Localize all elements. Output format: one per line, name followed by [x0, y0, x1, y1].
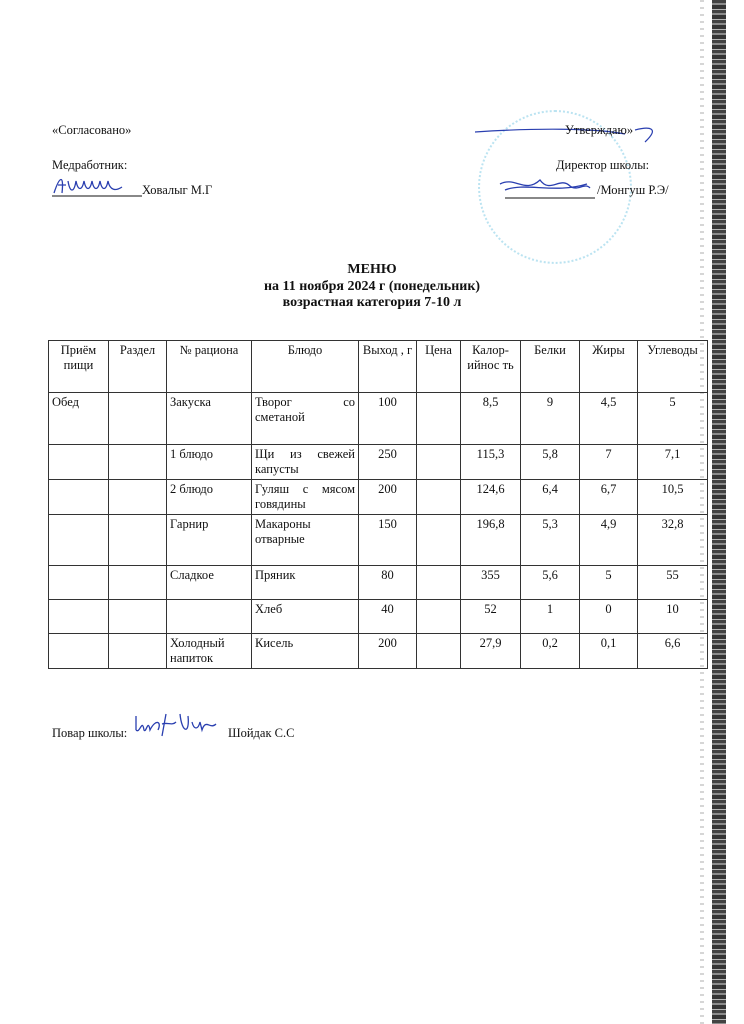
menu-age-category: возрастная категория 7-10 л [282, 295, 462, 310]
cell-yield: 200 [359, 480, 417, 515]
cell-carbs: 5 [638, 393, 708, 445]
table-header-row [49, 341, 708, 393]
cell-price [417, 566, 461, 600]
cell-price [417, 515, 461, 566]
cell-dish: Хлеб [252, 600, 359, 634]
cell-ration: Сладкое [167, 566, 252, 600]
col-header-kcal: Калор-ийнос ть [461, 341, 521, 393]
cell-section [109, 634, 167, 669]
cell-fat: 6,7 [580, 480, 638, 515]
cell-meal [49, 634, 109, 669]
cell-carbs: 10 [638, 600, 708, 634]
cell-meal [49, 600, 109, 634]
cell-ration: 2 блюдо [167, 480, 252, 515]
cell-kcal: 355 [461, 566, 521, 600]
cell-dish: Кисель [252, 634, 359, 669]
cell-protein: 5,8 [521, 445, 580, 480]
cell-section [109, 566, 167, 600]
cell-fat: 5 [580, 566, 638, 600]
cook-label: Повар школы: [52, 726, 128, 740]
cell-kcal: 8,5 [461, 393, 521, 445]
table-row [49, 393, 708, 445]
cell-ration [167, 600, 252, 634]
cell-carbs: 6,6 [638, 634, 708, 669]
col-header-carbs: Углеводы [638, 341, 708, 393]
cell-fat: 0 [580, 600, 638, 634]
cell-ration: Гарнир [167, 515, 252, 566]
cell-kcal: 124,6 [461, 480, 521, 515]
cell-protein: 0,2 [521, 634, 580, 669]
cell-dish: Пряник [252, 566, 359, 600]
cell-meal [49, 445, 109, 480]
cell-fat: 7 [580, 445, 638, 480]
cell-yield: 80 [359, 566, 417, 600]
cell-carbs: 55 [638, 566, 708, 600]
table-row [49, 566, 708, 600]
cell-yield: 200 [359, 634, 417, 669]
cell-price [417, 445, 461, 480]
cell-carbs: 10,5 [638, 480, 708, 515]
col-header-dish: Блюдо [252, 341, 359, 393]
cell-price [417, 393, 461, 445]
cell-fat: 4,5 [580, 393, 638, 445]
cell-yield: 250 [359, 445, 417, 480]
cook-signature [132, 708, 222, 742]
medic-signature [52, 173, 142, 199]
cell-price [417, 600, 461, 634]
scan-edge [712, 0, 726, 1024]
director-name: /Монгуш Р.Э/ [597, 183, 669, 197]
cell-meal: Обед [49, 393, 109, 445]
col-header-protein: Белки [521, 341, 580, 393]
cell-section [109, 600, 167, 634]
cell-ration: 1 блюдо [167, 445, 252, 480]
table-row [49, 600, 708, 634]
menu-title: МЕНЮ [347, 262, 397, 277]
cell-kcal: 27,9 [461, 634, 521, 669]
cell-protein: 5,3 [521, 515, 580, 566]
cell-ration: Холодный напиток [167, 634, 252, 669]
cell-meal [49, 566, 109, 600]
table-row [49, 634, 708, 669]
cell-carbs: 7,1 [638, 445, 708, 480]
cell-yield: 40 [359, 600, 417, 634]
cell-protein: 6,4 [521, 480, 580, 515]
cell-dish: Щи из свежей капусты [252, 445, 359, 480]
cell-kcal: 115,3 [461, 445, 521, 480]
cell-kcal: 196,8 [461, 515, 521, 566]
medic-role: Медработник: [52, 158, 128, 172]
table-row [49, 515, 708, 566]
cell-protein: 5,6 [521, 566, 580, 600]
menu-table [48, 340, 708, 669]
col-header-yield: Выход , г [359, 341, 417, 393]
cell-dish: Гуляш с мясом говядины [252, 480, 359, 515]
cell-dish: Макароны отварные [252, 515, 359, 566]
col-header-price: Цена [417, 341, 461, 393]
director-role: Директор школы: [556, 158, 650, 172]
cell-meal [49, 480, 109, 515]
approved-heading: «Согласовано» [52, 123, 132, 137]
cell-section [109, 445, 167, 480]
cell-section [109, 393, 167, 445]
medic-name: Ховалыг М.Г [142, 183, 213, 197]
menu-date: на 11 ноября 2024 г (понедельник) [263, 279, 481, 294]
cell-price [417, 480, 461, 515]
col-header-meal: Приём пищи [49, 341, 109, 393]
director-signature [495, 172, 595, 202]
approve-heading: Утверждаю» [565, 123, 634, 137]
cell-protein: 9 [521, 393, 580, 445]
cell-kcal: 52 [461, 600, 521, 634]
col-header-fat: Жиры [580, 341, 638, 393]
cell-fat: 0,1 [580, 634, 638, 669]
cell-price [417, 634, 461, 669]
cell-ration: Закуска [167, 393, 252, 445]
cell-protein: 1 [521, 600, 580, 634]
col-header-ration: № рациона [167, 341, 252, 393]
cell-yield: 150 [359, 515, 417, 566]
cell-fat: 4,9 [580, 515, 638, 566]
cell-section [109, 515, 167, 566]
table-row [49, 445, 708, 480]
cell-carbs: 32,8 [638, 515, 708, 566]
col-header-section: Раздел [109, 341, 167, 393]
cell-dish: Творог со сметаной [252, 393, 359, 445]
cell-section [109, 480, 167, 515]
cook-name: Шойдак С.С [228, 726, 295, 740]
table-row [49, 480, 708, 515]
cell-meal [49, 515, 109, 566]
cell-yield: 100 [359, 393, 417, 445]
